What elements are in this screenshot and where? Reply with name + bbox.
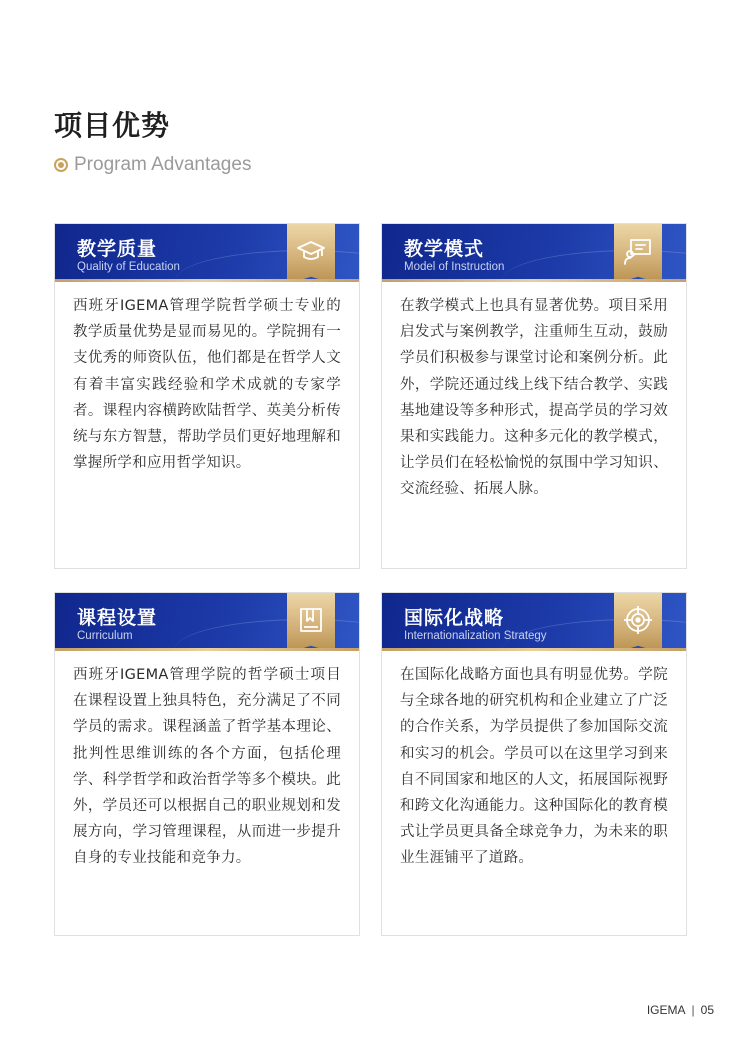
footer-brand: IGEMA — [646, 1003, 686, 1017]
page-subtitle: Program Advantages — [74, 154, 252, 175]
card-title: 国际化战略 — [404, 607, 505, 629]
circle-bullet-icon — [54, 158, 68, 172]
card-subtitle: Internationalization Strategy — [404, 630, 547, 642]
card-quality-of-education — [54, 223, 360, 569]
card-header — [55, 593, 359, 651]
footer-separator: | — [691, 1003, 695, 1017]
card-header — [382, 593, 686, 651]
page-footer — [647, 1003, 714, 1017]
card-subtitle: Curriculum — [77, 630, 133, 642]
card-curriculum — [54, 592, 360, 936]
graduation-cap-icon — [287, 224, 335, 282]
card-body: 在国际化战略方面也具有明显优势。学院与全球各地的研究机构和企业建立了广泛的合作关系，为学员提供了参加国际交流和实习的机会。学员可以在这里学习到来自不同国家和地区的人文，拓展国际视野和跨文化沟通能力。这种国际化的教育模式让学员更具备全球竞争力，为未来的职业生涯铺平了道路。 — [400, 667, 668, 867]
card-title: 课程设置 — [77, 607, 158, 629]
card-header — [55, 224, 359, 282]
card-subtitle: Model of Instruction — [404, 261, 505, 273]
card-body: 在教学模式上也具有显著优势。项目采用启发式与案例教学，注重师生互动，鼓励学员们积极参与课堂讨论和案例分析。此外，学院还通过线上线下结合教学、实践基地建设等多种形式，提高学员的学习效果和实践能力。这种多元化的教学模式，让学员们在轻松愉悦的氛围中学习知识、交流经验、拓展人脉。 — [400, 298, 668, 498]
card-body: 西班牙IGEMA管理学院哲学硕士专业的教学质量优势是显而易见的。学院拥有一支优秀的师资队伍，他们都是在哲学人文有着丰富实践经验和学术成就的专家学者。课程内容横跨欧陆哲学、英美分析传统与东方智慧，帮助学员们更好地理解和掌握所学和应用哲学知识。 — [73, 298, 341, 472]
card-internationalization-strategy — [381, 592, 687, 936]
book-icon — [287, 593, 335, 651]
presentation-board-icon — [614, 224, 662, 282]
page-title: 项目优势 — [54, 109, 171, 142]
card-model-of-instruction — [381, 223, 687, 569]
page-number: 05 — [700, 1003, 714, 1017]
card-title: 教学质量 — [77, 238, 158, 260]
card-title: 教学模式 — [404, 238, 485, 260]
page-subtitle-row — [54, 152, 251, 178]
target-icon — [614, 593, 662, 651]
card-subtitle: Quality of Education — [77, 261, 180, 273]
card-body: 西班牙IGEMA管理学院的哲学硕士项目在课程设置上独具特色，充分满足了不同学员的需求。课程涵盖了哲学基本理论、批判性思维训练的各个方面，包括伦理学、科学哲学和政治哲学等多个模块。此外，学员还可以根据自己的职业规划和发展方向，学习管理课程，从而进一步提升自身的专业技能和竞争力。 — [73, 667, 341, 867]
card-header — [382, 224, 686, 282]
